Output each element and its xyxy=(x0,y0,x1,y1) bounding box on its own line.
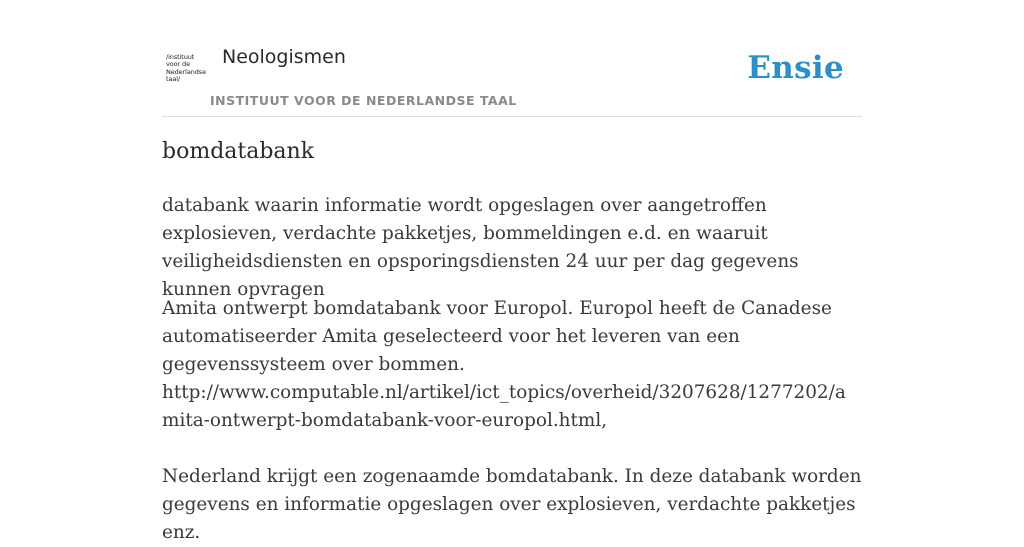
quote-1-source: http://www.computable.nl/artikel/ict_topics/overheid/3207628/1277202/amita-ontwerpt-bomdatabank-voor-europol.html, xyxy=(162,382,846,431)
headword: bomdatabank xyxy=(162,139,315,164)
ivdnt-logo[interactable]: /instituut voor de Nederlandse taal/ xyxy=(166,53,206,84)
quote-1-text: Amita ontwerpt bomdatabank voor Europol. Europol heeft de Canadese automatiseerder Amita geselecteerd voor het leveren van een gegevenssysteem over bommen. xyxy=(162,298,832,375)
site-title[interactable]: Neologismen xyxy=(222,46,346,68)
definition: databank waarin informatie wordt opgeslagen over aangetroffen explosieven, verdachte pakketjes, bommeldingen e.d. en waaruit veiligheidsdiensten en opsporingsdiensten 24 uur per dag gegevens kunnen opvragen xyxy=(162,195,799,300)
quote-2-text: Nederland krijgt een zogenaamde bomdatabank. In deze databank worden gegevens en informatie opgeslagen over explosieven, verdachte pakketjes enz. xyxy=(162,466,862,543)
ensie-logo[interactable]: Ensie xyxy=(747,50,844,86)
quote-2 xyxy=(162,463,862,547)
site-header xyxy=(162,0,862,117)
page xyxy=(162,0,862,543)
quote-1 xyxy=(162,295,862,435)
site-subtitle: INSTITUUT VOOR DE NEDERLANDSE TAAL xyxy=(210,93,517,108)
